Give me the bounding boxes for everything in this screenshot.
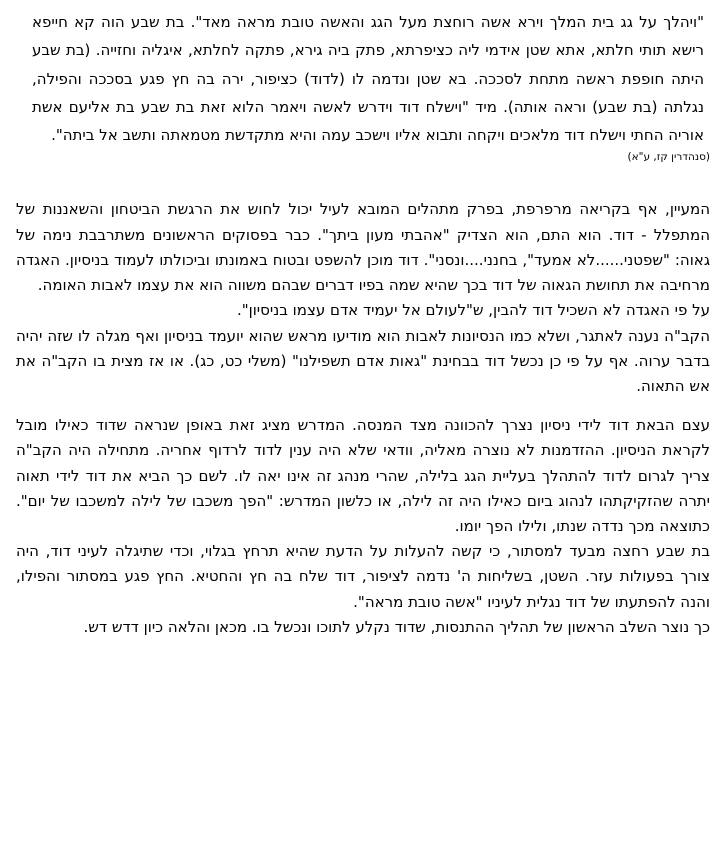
paragraph-1: המעיין, אף בקריאה מרפרפת, בפרק מתהלים המובא לעיל יכול לחוש את הרגשת הביטחון והשאננות של המתפלל - דוד. הוא התם, הוא הצדיק "אהבתי מעון ביתך". כבר בפסוקים הראשונים משתרבבת נימה של גאוה: "שפטני......לא אמעד", בחנני....ונסני". דוד מוכן להשפט ובטוח באמונתו וביכולתו לעמוד בניסיון. האגדה מרחיבה את תחושת הגאוה של דוד בכך שהיא שמה בפיו דברים שבהם משווה הוא את עצמו לאבות האומה. <box>16 200 710 295</box>
quote-citation: (סנהדרין קז, ע"א) <box>627 151 710 164</box>
paragraph-4: עצם הבאת דוד לידי ניסיון נצרך להכוונה מצד המנסה. המדרש מציג זאת באופן שנראה שדוד כאילו מובל לקראת הניסיון. ההזדמנות לא נוצרה מאליה, וודאי שלא היה ענין לדוד לרדוף אחריה. מתחילה היה הקב"ה צריך לגרום לדוד להתהלך בעליית הגג בלילה, שהרי מנהג זה אינו יאה לו. לשם כך הביא את דוד לידי תאוה יתרה שהזקיקתהו לנהוג ביום כאילו היה זה לילה, או כלשון המדרש: "הפך משכבו של לילה למשכבו של יום". כתוצאה מכך נדדה שנתו, ולילו הפך יומו. <box>16 416 710 535</box>
talmud-quote: "ויהלך על גג בית המלך וירא אשה רוחצת מעל הגג והאשה טובת מראה מאד". בת שבע הוה קא חייפא רישא תותי חלתא, אתא שטן אידמי ליה כציפרתא, פתק ביה גירא, פתקה לחלתא, איגליה וחזייה. (בת שבע היתה חופפת ראשה מתחת לסככה. בא שטן ונדמה לו (לדוד) כציפור, ירה בה חץ פגע בסככה והפילה, נגלתה (בת שבע) וראה אותה). מיד "וישלח דוד וידרש לאשה ויאמר הלוא זאת בת שבע בת אליעם אשת אוריה החתי וישלח דוד מלאכים ויקחה ותבוא אליו וישכב עמה והיא מתקדשת מטמאתה ותשב אל ביתה". <box>32 13 704 145</box>
paragraph-6: כך נוצר השלב הראשון של תהליך ההתנסות, שדוד נקלע לתוכו ונכשל בו. מכאן והלאה כיון דדש דש. <box>83 617 710 636</box>
paragraph-2: על פי האגדה לא השכיל דוד להבין, ש"לעולם אל יעמיד אדם עצמו בניסיון". <box>236 301 710 320</box>
paragraph-5: בת שבע רחצה מבעד למסתור, כי קשה להעלות על הדעת שהיא תרחץ בגלוי, וכדי שתיגלה לעיני דוד, היה צורך בפעולות עזר. השטן, בשליחות ה' נדמה לציפור, דוד שלח בה חץ והחטיא. החץ פגע במסתור והפילו, והנה להפתעתו של דוד נגלית לעיניו "אשה טובת מראה". <box>16 542 710 611</box>
paragraph-3: הקב"ה נענה לאתגר, ושלא כמו הנסיונות לאבות הוא מודיעו מראש שהוא יועמד בניסיון ואף מגלה לו שזה יהיה בדבר ערוה. אף על פי כן נכשל דוד בבחינת "גאות אדם תשפילנו" (משלי כט, כג). או אז מצית בו הקב"ה את אש התאוה. <box>16 326 710 395</box>
